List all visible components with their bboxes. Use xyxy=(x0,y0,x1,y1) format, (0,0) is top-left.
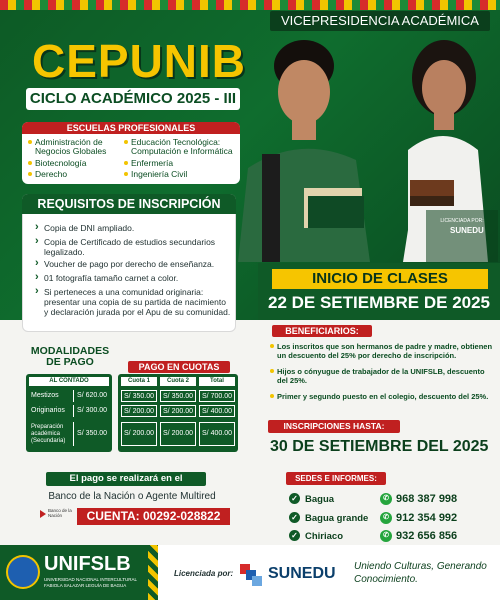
installments-cell: S/ 200.00 xyxy=(121,405,157,417)
class-start-date: 22 DE SETIEMBRE DE 2025 xyxy=(267,293,491,312)
installments-heading: PAGO EN CUOTAS xyxy=(128,361,230,373)
requirement-item: › Voucher de pago por derecho de enseñanza. xyxy=(35,259,231,269)
requirement-item: › Si perteneces a una comunidad originaria: presentar una copia de su partida de nacimiento y declaración jurada por el Apu de su comunidad. xyxy=(35,287,231,317)
installments-cell: S/ 200.00 xyxy=(121,422,157,446)
installments-cell: S/ 350.00 xyxy=(160,390,196,402)
registration-heading: INSCRIPCIONES HASTA: xyxy=(268,420,400,433)
sedes-heading: SEDES E INFORMES: xyxy=(286,472,386,485)
school-item: Biotecnología xyxy=(28,159,124,168)
schools-heading: ESCUELAS PROFESIONALES xyxy=(22,122,240,134)
school-item: Administración de Negocios Globales xyxy=(28,138,124,156)
whatsapp-icon: ✆ xyxy=(380,493,392,505)
cash-table xyxy=(26,374,112,452)
cash-row-value: S/ 350.00 xyxy=(77,430,107,437)
whatsapp-icon: ✆ xyxy=(380,512,392,524)
installments-cell: S/ 200.00 xyxy=(160,405,196,417)
sede-phone-row xyxy=(380,530,457,542)
cash-row-label: Originarios xyxy=(31,407,65,414)
cash-row xyxy=(29,422,109,446)
installments-table xyxy=(118,374,238,452)
sede-phone-row xyxy=(380,512,457,524)
footer-decorative-stripe xyxy=(148,545,158,600)
slogan: Uniendo Culturas, Generando Conocimiento. xyxy=(354,561,487,585)
installments-cell: S/ 350.00 xyxy=(121,390,157,402)
class-start-banner xyxy=(258,263,500,320)
school-item: Enfermería xyxy=(124,159,238,168)
licensed-badge-line2: SUNEDU xyxy=(450,226,484,235)
installments-column-header: Total xyxy=(199,377,235,386)
installments-cell: S/ 700.00 xyxy=(199,390,235,402)
school-item: Ingeniería Civil xyxy=(124,170,238,179)
vicepresidency-label: VICEPRESIDENCIA ACADÉMICA xyxy=(270,11,490,31)
top-decorative-band xyxy=(0,0,500,10)
cash-row-label: Mestizos xyxy=(31,392,59,399)
cash-row-label: Preparación académica (Secundaria) xyxy=(31,424,66,444)
cash-row-value: S/ 300.00 xyxy=(77,407,107,414)
sede-name: ✓ Bagua xyxy=(289,494,334,505)
sede-phone-row xyxy=(380,493,457,505)
installments-column-header: Cuota 1 xyxy=(121,377,157,386)
sunedu-label: SUNEDU xyxy=(268,565,336,582)
student-female-face xyxy=(422,60,466,116)
registration-date: 30 DE SETIEMBRE DEL 2025 xyxy=(270,438,489,455)
installments-cell: S/ 200.00 xyxy=(160,422,196,446)
requirements-card xyxy=(22,194,236,332)
installments-cell: S/ 400.00 xyxy=(199,405,235,417)
page-title: CEPUNIB xyxy=(32,35,247,87)
requirement-item: › Copia de Certificado de estudios secundarios legalizado. xyxy=(35,237,231,257)
beneficiary-item: Los inscritos que son hermanos de padre y madre, obtienen un descuento del 25% por derecho de inscripción. xyxy=(270,342,495,360)
licensed-badge-line1: LICENCIADA POR: xyxy=(440,218,484,224)
university-seal-icon xyxy=(6,555,40,589)
whatsapp-icon: ✆ xyxy=(380,530,392,542)
bank-logo: Banco de la Nación xyxy=(40,508,74,522)
student-male-face xyxy=(278,60,330,124)
payment-modes-heading: MODALIDADES DE PAGO xyxy=(30,345,110,368)
school-item: Derecho xyxy=(28,170,124,179)
sede-phone: 932 656 856 xyxy=(396,530,458,542)
university-full-name: UNIVERSIDAD NACIONAL INTERCULTURAL FABIOLA SALAZAR LEGUÍA DE BAGUA xyxy=(44,577,137,588)
sunedu-logo-icon xyxy=(238,562,264,588)
sede-phone: 912 354 992 xyxy=(396,512,458,524)
installments-cell: S/ 400.00 xyxy=(199,422,235,446)
bank-text: Banco de la Nación o Agente Multired xyxy=(48,491,216,502)
beneficiary-item: Primer y segundo puesto en el colegio, descuento del 25%. xyxy=(270,392,495,401)
requirements-heading: REQUISITOS DE INSCRIPCIÓN xyxy=(22,194,236,214)
cash-heading: AL CONTADO xyxy=(29,377,109,386)
cash-row xyxy=(29,405,109,417)
class-start-label: INICIO DE CLASES xyxy=(272,269,488,289)
bank-account: CUENTA: 00292-028822 xyxy=(77,508,230,525)
beneficiaries-heading: BENEFICIARIOS: xyxy=(272,325,372,337)
beneficiary-item: Hijos o cónyugue de trabajador de la UNIFSLB, descuento del 25%. xyxy=(270,367,495,385)
cash-row-value: S/ 620.00 xyxy=(77,392,107,399)
sede-phone: 968 387 998 xyxy=(396,493,458,505)
school-item: Educación Tecnológica: Computación e Informática xyxy=(124,138,238,156)
cycle-label: CICLO ACADÉMICO 2025 - III xyxy=(26,88,240,110)
cash-row xyxy=(29,390,109,402)
bank-heading: El pago se realizará en el xyxy=(46,472,206,486)
university-name: UNIFSLB xyxy=(44,553,131,575)
sede-name: ✓ Chiriaco xyxy=(289,531,343,542)
installments-column-header: Cuota 2 xyxy=(160,377,196,386)
licensed-by-label: Licenciada por: xyxy=(174,569,234,578)
requirement-item: › 01 fotografía tamaño carnet a color. xyxy=(35,273,231,283)
sede-name: ✓ Bagua grande xyxy=(289,513,368,524)
requirement-item: › Copia de DNI ampliado. xyxy=(35,223,231,233)
schools-card xyxy=(22,122,240,184)
